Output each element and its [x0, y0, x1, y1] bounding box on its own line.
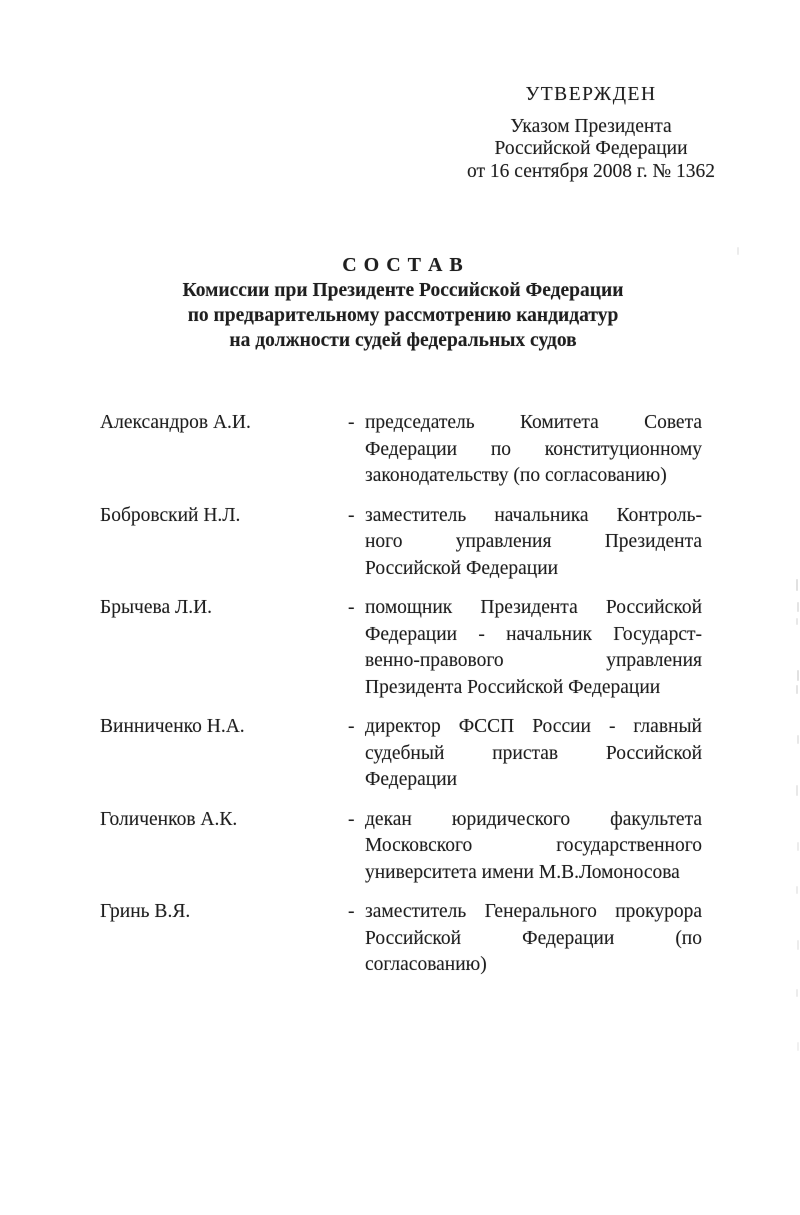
- title-block: [103, 253, 703, 353]
- position-line: законодательству (по согласованию): [365, 465, 667, 486]
- member-name: Винниченко Н.А.: [100, 716, 245, 737]
- member-name: Александров А.И.: [100, 412, 251, 433]
- position-line: Российской Федерации (по: [365, 927, 702, 949]
- position-line: председатель Комитета Совета: [365, 412, 702, 433]
- decree-line: от 16 сентября 2008 г. № 1362: [467, 160, 715, 182]
- member-entry: [100, 595, 702, 701]
- scan-artifact: [737, 247, 739, 255]
- position-line: университета имени М.В.Ломоносова: [365, 861, 680, 883]
- member-position: [348, 410, 702, 490]
- member-entry: [100, 807, 702, 887]
- scan-artifact: [797, 735, 799, 744]
- dash-separator: -: [348, 597, 355, 618]
- dash-separator: -: [348, 504, 355, 526]
- member-entry: [100, 899, 702, 979]
- scan-artifact: [797, 670, 799, 681]
- member-name: Гринь В.Я.: [100, 901, 191, 922]
- title-subtitle-line: на должности судей федеральных судов: [229, 330, 577, 351]
- approval-block: [441, 84, 741, 183]
- scan-artifact: [796, 785, 798, 796]
- scan-artifact: [797, 842, 799, 851]
- approval-stamp: УТВЕРЖДЕН: [525, 84, 657, 105]
- position-line: судебный пристав Российской: [365, 742, 702, 764]
- member-position: [348, 899, 702, 979]
- scan-artifact: [797, 602, 799, 612]
- approval-decree-lines: [441, 116, 741, 184]
- position-line: Федерации по конституционному: [365, 438, 702, 460]
- scanned-document-page: [0, 84, 800, 1215]
- position-line: заместитель начальника Контроль-: [365, 504, 702, 526]
- position-line: Президента Российской Федерации: [365, 676, 661, 698]
- position-line: заместитель Генерального прокурора: [365, 901, 702, 922]
- member-position: [348, 595, 702, 701]
- scan-artifact: [796, 685, 798, 694]
- member-entry: [100, 503, 702, 583]
- scan-artifact: [796, 886, 798, 894]
- position-line: Московского государственного: [365, 835, 702, 856]
- scan-artifact: [796, 579, 798, 591]
- position-line: согласованию): [365, 954, 487, 975]
- position-line: Федерации: [365, 769, 458, 790]
- member-name: Бобровский Н.Л.: [100, 504, 241, 526]
- position-line: Федерации - начальник Государст-: [365, 623, 702, 645]
- scan-artifact: [797, 940, 799, 950]
- dash-separator: -: [348, 808, 355, 830]
- decree-line: Указом Президента: [510, 115, 672, 137]
- member-name: Голиченков А.К.: [100, 808, 238, 830]
- position-line: директор ФССП России - главный: [365, 716, 702, 737]
- member-entry: [100, 714, 702, 794]
- position-line: Российской Федерации: [365, 557, 559, 579]
- title-subtitle-line: по предварительному рассмотрению кандидатур: [187, 305, 619, 326]
- title-subtitle-line: Комиссии при Президенте Российской Федерации: [182, 280, 624, 301]
- dash-separator: -: [348, 412, 355, 433]
- scan-artifact: [797, 1042, 799, 1051]
- dash-separator: -: [348, 716, 355, 737]
- position-line: ного управления Президента: [365, 531, 702, 552]
- member-position: [348, 714, 702, 794]
- scan-artifact: [796, 989, 798, 997]
- document-title: С О С Т А В: [342, 254, 464, 276]
- decree-line: Российской Федерации: [494, 138, 688, 159]
- position-line: венно-правового управления: [365, 650, 702, 671]
- member-name: Брычева Л.И.: [100, 597, 213, 618]
- position-line: декан юридического факультета: [365, 808, 702, 830]
- member-entry: [100, 410, 702, 490]
- member-position: [348, 503, 702, 583]
- member-position: [348, 807, 702, 887]
- dash-separator: -: [348, 901, 355, 922]
- scan-artifact: [796, 618, 798, 625]
- position-line: помощник Президента Российской: [365, 597, 702, 618]
- members-list: [100, 410, 702, 979]
